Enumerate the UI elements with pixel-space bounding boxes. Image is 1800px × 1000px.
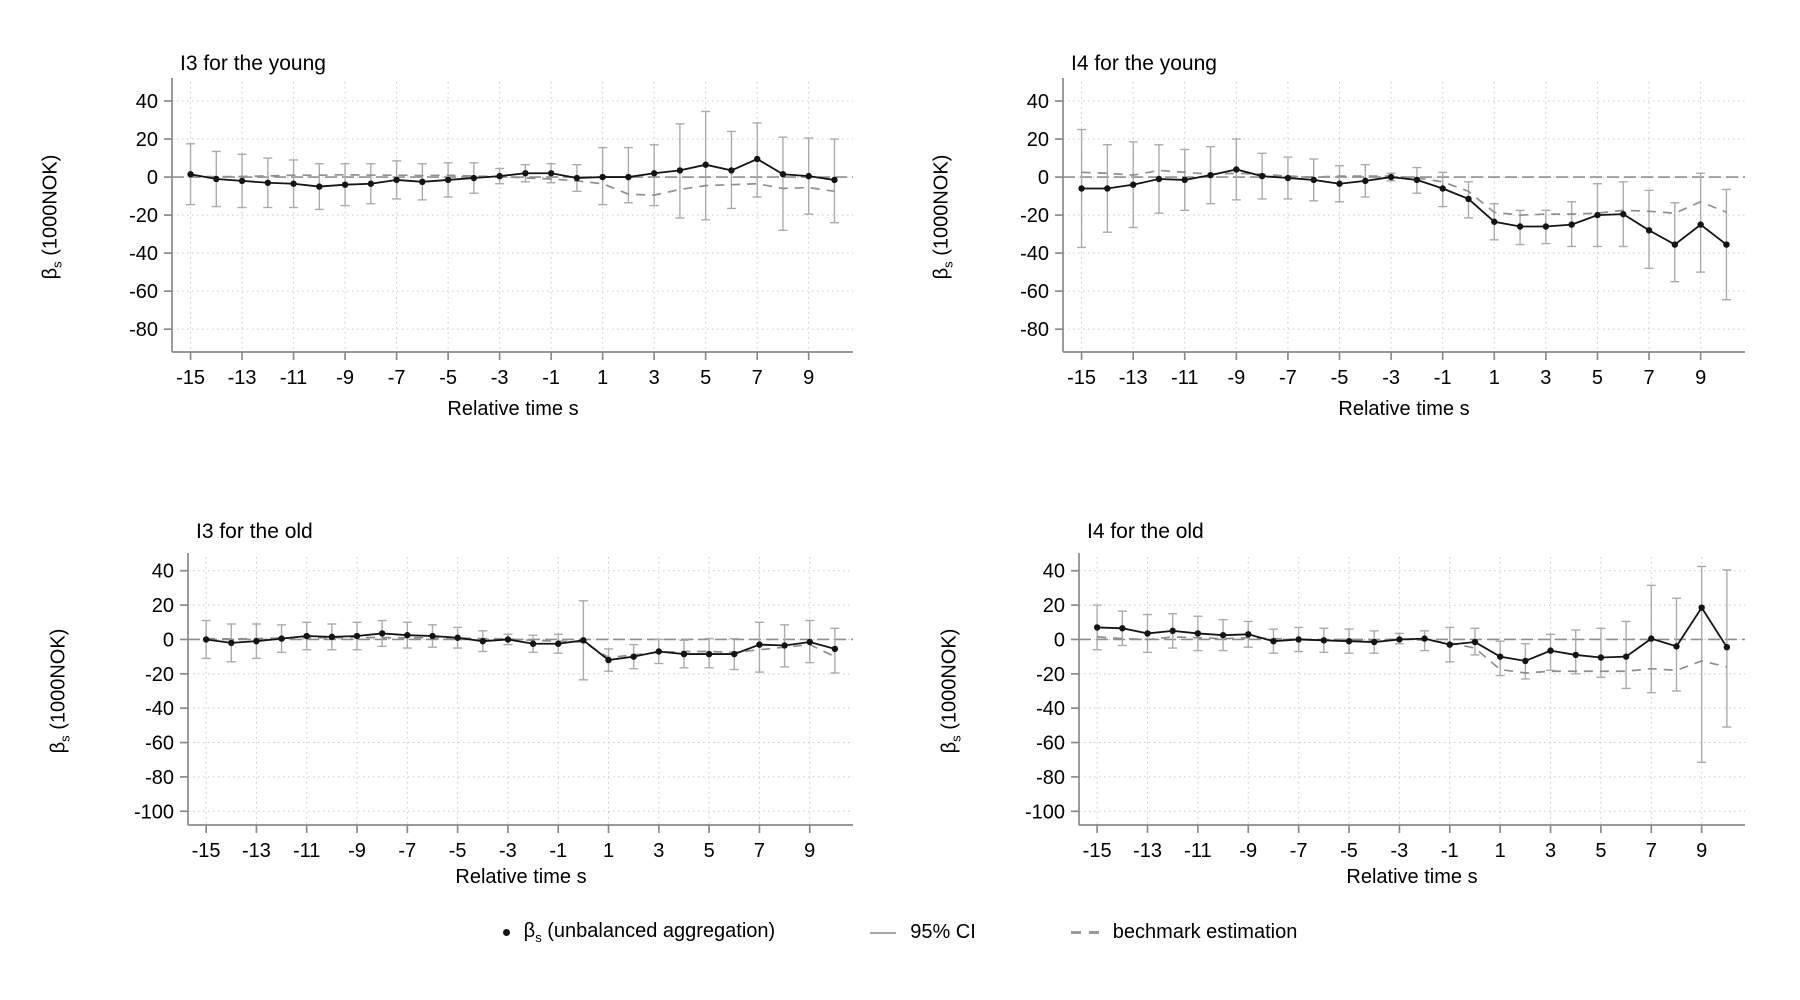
x-tick-label: 3	[1544, 840, 1557, 862]
x-tick-label: 5	[700, 367, 712, 389]
y-axis-label-i3-old: $\beta_s$ (1000NOK)	[47, 628, 73, 754]
x-tick-label: 7	[753, 840, 765, 862]
y-tick-label: -80	[129, 319, 158, 342]
y-tick-label: -60	[129, 281, 158, 304]
x-tick-label: -15	[176, 367, 205, 389]
x-tick-label: -5	[439, 367, 458, 389]
y-tick-label: 0	[162, 629, 174, 652]
x-tick-label: -11	[1184, 840, 1212, 862]
y-tick-label: 40	[135, 91, 158, 114]
x-tick-label: 9	[803, 367, 815, 389]
gridlines	[188, 557, 853, 825]
y-tick-label: -100	[133, 801, 174, 824]
x-tick-label: 1	[597, 367, 609, 389]
panel-title-i4-old: I4 for the old	[1087, 520, 1204, 543]
ci-bars	[202, 601, 840, 680]
x-tick-label: 3	[1540, 367, 1552, 389]
panel-title-i4-young: I4 for the young	[1071, 52, 1217, 75]
y-tick-label: -80	[1020, 319, 1049, 342]
y-tick-label: -80	[145, 766, 174, 789]
gridlines	[1063, 82, 1745, 352]
y-tick-label: -20	[145, 663, 174, 686]
x-tick-label: 5	[703, 840, 715, 862]
y-tick-label: -40	[129, 243, 158, 266]
benchmark-dash-icon	[1071, 931, 1099, 934]
x-tick-label: -13	[227, 367, 257, 389]
benchmark-line	[1097, 637, 1727, 673]
y-axis-label-i3-young: $\beta_s$ (1000NOK)	[39, 154, 65, 280]
x-tick-label: -13	[1118, 367, 1148, 389]
x-tick-label: -3	[1382, 367, 1401, 389]
y-tick-label: -40	[145, 698, 174, 721]
y-tick-label: 40	[1042, 560, 1065, 583]
x-tick-label: -11	[1171, 367, 1199, 389]
legend	[0, 920, 1800, 945]
beta-line	[1082, 169, 1727, 244]
x-tick-label: -1	[1433, 367, 1452, 389]
beta-line	[1097, 608, 1727, 661]
x-tick-label: -1	[549, 840, 568, 862]
ci-bars	[186, 111, 839, 230]
x-tick-label: 3	[653, 840, 665, 862]
panel-i3-young	[129, 78, 853, 389]
panel-title-i3-young: I3 for the young	[180, 52, 326, 75]
y-tick-label: 20	[135, 129, 158, 152]
x-tick-label: 1	[602, 840, 615, 862]
x-tick-label: -11	[293, 840, 321, 862]
y-tick-label: -40	[1020, 243, 1049, 266]
x-tick-label: -9	[336, 367, 354, 389]
panel-i4-young	[1020, 78, 1745, 389]
x-tick-label: -9	[1239, 840, 1258, 862]
x-tick-label: 3	[648, 367, 660, 389]
x-tick-label: -5	[448, 840, 467, 862]
y-tick-label: -20	[1020, 205, 1049, 228]
x-tick-label: -13	[1133, 840, 1162, 862]
x-tick-label: 9	[1695, 367, 1707, 389]
y-tick-label: 0	[1037, 167, 1049, 190]
beta-markers	[1094, 604, 1730, 664]
y-tick-label: 0	[146, 167, 158, 190]
x-tick-label: -5	[1340, 840, 1358, 862]
x-tick-label: -3	[499, 840, 517, 862]
x-tick-label: -15	[1067, 367, 1097, 389]
beta-markers	[203, 630, 838, 663]
ci-bars	[1093, 566, 1732, 762]
y-tick-label: -60	[1036, 732, 1065, 755]
x-tick-label: -9	[1227, 367, 1246, 389]
x-tick-label: 7	[1645, 840, 1657, 862]
gridlines	[1079, 557, 1745, 825]
beta-point-marker-icon	[503, 929, 510, 936]
x-tick-label: -1	[1440, 840, 1459, 862]
beta-line	[206, 633, 835, 660]
y-tick-label: -60	[145, 732, 174, 755]
x-tick-label: -13	[241, 840, 271, 862]
y-tick-label: 0	[1053, 629, 1065, 652]
x-tick-label: -7	[1289, 840, 1308, 862]
x-axis-label-i3-young: Relative time s	[447, 398, 579, 420]
legend-item-beta	[503, 920, 776, 945]
panel-i3-old	[134, 553, 853, 862]
x-tick-label: 7	[751, 367, 763, 389]
y-tick-label: 40	[1026, 91, 1049, 114]
x-tick-label: -7	[387, 367, 406, 389]
x-tick-label: 5	[1595, 840, 1607, 862]
x-axis-label-i3-old: Relative time s	[455, 866, 587, 888]
x-tick-label: -11	[279, 367, 308, 389]
x-tick-label: -1	[542, 367, 561, 389]
panel-i4-old	[1025, 553, 1745, 862]
y-tick-label: -40	[1036, 698, 1065, 721]
x-tick-label: 5	[1591, 367, 1604, 389]
y-axis-label-i4-young: $\beta_s$ (1000NOK)	[930, 154, 956, 280]
x-tick-label: -5	[1330, 367, 1349, 389]
axes	[1020, 78, 1745, 389]
y-tick-label: 20	[1026, 129, 1049, 152]
y-tick-label: -60	[1020, 281, 1049, 304]
x-tick-label: -3	[490, 367, 509, 389]
gridlines	[172, 82, 853, 352]
x-tick-label: -3	[1390, 840, 1409, 862]
x-tick-label: -15	[1082, 840, 1112, 862]
x-tick-label: 1	[1494, 840, 1506, 862]
legend-item-ci	[870, 921, 976, 944]
x-tick-label: 7	[1643, 367, 1655, 389]
x-tick-label: -9	[348, 840, 366, 862]
y-axis-label-i4-old: $\beta_s$ (1000NOK)	[938, 628, 964, 754]
y-tick-label: -80	[1036, 766, 1065, 789]
legend-ci-label: 95% CI	[910, 921, 976, 943]
benchmark-line	[206, 637, 835, 657]
x-tick-label: 1	[1488, 367, 1500, 389]
legend-beta-label: $\beta_s$ (unbalanced aggregation)	[523, 920, 776, 945]
x-axis-label-i4-old: Relative time s	[1346, 866, 1478, 888]
axes	[129, 78, 853, 389]
y-tick-label: 40	[151, 560, 174, 583]
y-tick-label: -20	[129, 205, 158, 228]
x-axis-label-i4-young: Relative time s	[1338, 398, 1470, 420]
legend-item-benchmark	[1071, 921, 1298, 944]
y-tick-label: 20	[151, 595, 174, 618]
legend-benchmark-label: bechmark estimation	[1112, 921, 1298, 943]
panel-title-i3-old: I3 for the old	[196, 520, 313, 543]
axes	[134, 553, 853, 862]
x-tick-label: 9	[804, 840, 816, 862]
ci-line-icon	[870, 932, 896, 934]
x-tick-label: -7	[398, 840, 417, 862]
y-tick-label: 20	[1042, 595, 1065, 618]
x-tick-label: 9	[1696, 840, 1708, 862]
y-tick-label: -20	[1036, 663, 1065, 686]
y-tick-label: -100	[1024, 801, 1065, 824]
x-tick-label: -15	[191, 840, 221, 862]
axes	[1025, 553, 1745, 862]
x-tick-label: -7	[1279, 367, 1297, 389]
beta-line	[191, 159, 835, 187]
